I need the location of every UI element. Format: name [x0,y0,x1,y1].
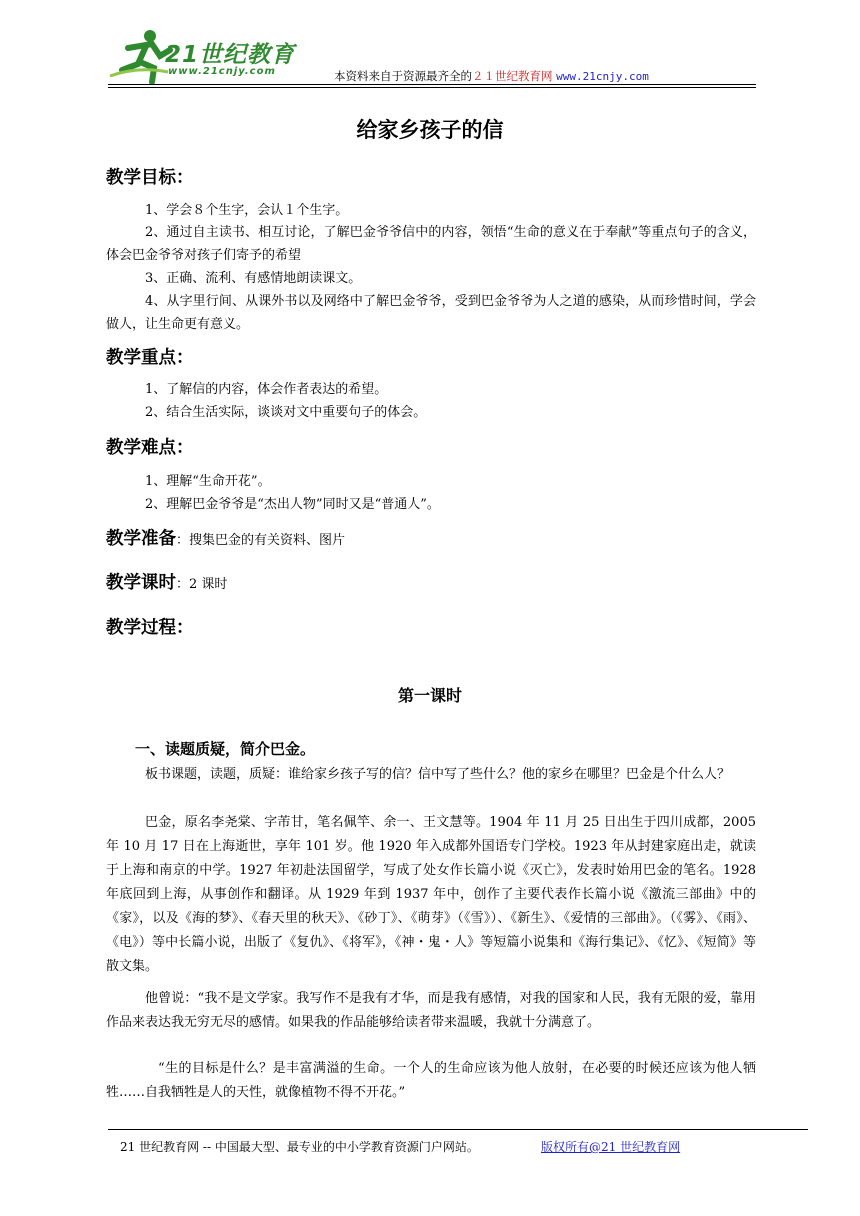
header-rule-thin [108,87,756,88]
body-paragraph: 板书课题，读题，质疑：谁给家乡孩子写的信？信中写了些什么？他的家乡在哪里？巴金是个什么人？ [145,767,731,782]
goals-heading: 教学目标： [106,168,194,188]
body-paragraph: 巴金，原名李尧棠、字芾甘，笔名佩竿、余一、王文慧等。1904 年 11 月 25 日出生于四川成都，2005 年 10 月 17 日在上海逝世，享年 101 岁。他 1920 年入成都外国语专门学校。1923 年从封建家庭出走，就读于上海和南京的中学。1927 年初赴法国留学，写成了处女作长篇小说《灭亡》，发表时始用巴金的笔名。1928 年底回到上海，从事创作和翻译。从 1929 年到 1937 年中，创作了主要代表作长篇小说《激流三部曲》中的《家》，以及《海的梦》、《春天里的秋天》、《砂丁》、《萌芽》（《雪》）、《新生》、《爱情的三部曲》。（《雾》、《雨》、《电》）等中长篇小说，出版了《复仇》、《将军》，《神・鬼・人》等短篇小说集和《海行集记》、《忆》、《短简》等散文集。 [106,815,756,974]
hours-text: ：2 课时 [176,577,228,592]
logo-url-text: www.21cnjy.com [168,66,276,77]
body-paragraph: “生的目标是什么？是丰富满溢的生命。一个人的生命应该为他人放射，在必要的时候还应该为他人牺牲……自我牺牲是人的天性，就像植物不得不开花。” [106,1061,756,1100]
key-points-heading: 教学重点： [106,348,194,368]
document-title: 给家乡孩子的信 [356,117,504,142]
goal-item: 4、从字里行间、从课外书以及网络中了解巴金爷爷，受到巴金爷爷为人之道的感染，从而珍惜时间，学会做人，让生命更有意义。 [106,294,756,332]
goal-item: 3、正确、流利、有感情地朗读课文。 [145,271,362,286]
difficulty-item: 2、理解巴金爷爷是“杰出人物”同时又是“普通人”。 [145,497,440,512]
preparation-text: ：搜集巴金的有关资料、图片 [176,533,346,548]
header-url-link[interactable]: www.21cnjy.com [556,70,649,83]
key-point-item: 1、了解信的内容，体会作者表达的希望。 [145,382,388,397]
header-note-prefix: 本资料来自于资源最齐全的 [334,69,472,83]
preparation-line [106,525,345,550]
process-heading: 教学过程： [106,618,194,638]
goal-item: 1、学会８个生字，会认１个生字。 [145,203,349,218]
hours-line [106,569,227,594]
lesson-title: 第一课时 [397,686,462,705]
key-point-item: 2、结合生活实际，谈谈对文中重要句子的体会。 [145,405,427,420]
footer-rule [108,1129,808,1130]
header-rule [108,84,756,85]
header-site-link[interactable]: ２１世纪教育网 [472,69,553,83]
header-note [334,68,649,84]
goal-item: 2、通过自主读书、相互讨论，了解巴金爷爷信中的内容，领悟“生命的意义在于奉献”等重点句子的含义，体会巴金爷爷对孩子们寄予的希望 [106,225,756,263]
logo-brand-text: 21世纪教育 [165,42,296,68]
body-paragraph: 他曾说：“我不是文学家。我写作不是我有才华，而是我有感情，对我的国家和人民，我有无限的爱，靠用作品来表达我无穷无尽的感情。如果我的作品能够给读者带来温暖，我就十分满意了。 [106,991,756,1030]
difficulty-item: 1、理解“生命开花”。 [145,474,271,489]
copyright-link[interactable]: 版权所有@21 世纪教育网 [541,1140,681,1154]
section-heading: 一、读题质疑，简介巴金。 [135,740,316,758]
footer-text: 21 世纪教育网 -- 中国最大型、最专业的中小学教育资源门户网站。 [120,1140,479,1154]
preparation-heading: 教学准备 [106,529,176,549]
difficulties-heading: 教学难点： [106,438,194,458]
hours-heading: 教学课时 [106,573,176,593]
